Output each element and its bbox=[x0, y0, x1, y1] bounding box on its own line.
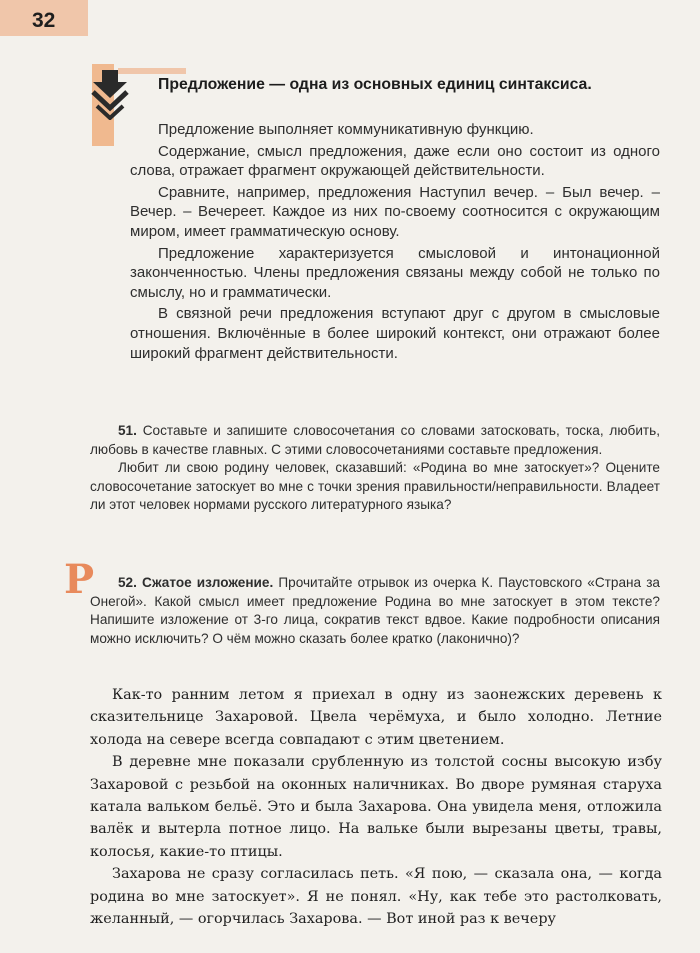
rule-paragraph: В связной речи предложения вступают друг с другом в смысловые отношения. Включённые в более широкий контекст, они отражают более широкий фрагмент действительности. bbox=[130, 305, 660, 362]
exercise-51-task bbox=[90, 422, 660, 459]
rule-body bbox=[130, 120, 660, 365]
exercise-51 bbox=[90, 422, 660, 515]
passage-paragraph: Захарова не сразу согласилась петь. «Я пою, — сказала она, — когда родина во мне затоскует». Я не понял. «Ну, как тебе это растолковать, желанный, — огорчилась Захарова. — Вот иной раз к вечеру bbox=[90, 866, 662, 928]
rule-title: Предложение — одна из основных единиц синтаксиса. bbox=[158, 76, 592, 93]
rule-paragraph: Предложение характеризуется смысловой и интонационной законченностью. Члены предложения связаны между собой не только по смыслу, но и грамматически. bbox=[130, 244, 660, 301]
paustovsky-passage bbox=[90, 684, 662, 930]
exercise-52-text: Прочитайте отрывок из очерка К. Паустовского «Страна за Онегой». Какой смысл имеет предложение Родина во мне затоскует в этом тексте? Напишите изложение от 3-го лица, сократив текст вдвое. Какие подробности описания можно исключить? О чём можно сказать более кратко (лаконично)? bbox=[90, 575, 660, 646]
page-number: 32 bbox=[32, 9, 56, 32]
exercise-number: 51. bbox=[118, 423, 137, 438]
rule-paragraph: Предложение выполняет коммуникативную функцию. bbox=[158, 121, 534, 138]
exercise-51-question: Любит ли свою родину человек, сказавший: «Родина во мне затоскует»? Оцените словосочетание затоскует во мне с точки зрения правильности/неправильности. Владеет ли этот человек нормами русского литературного языка? bbox=[90, 460, 660, 513]
exercise-52-task bbox=[90, 574, 660, 648]
down-arrow-rule-icon bbox=[88, 68, 132, 120]
exercise-number: 52. bbox=[118, 575, 137, 590]
passage-paragraph: В деревне мне показали срубленную из толстой сосны высокую избу Захаровой с резьбой на оконных наличниках. Во дворе румяная старуха катала вальком бельё. Это и была Захарова. Она увидела меня, отложила валёк и вытерла потное лицо. На вальке были вырезаны цветы, травы, колосья, какие-то птицы. bbox=[90, 754, 662, 860]
exercise-52 bbox=[90, 574, 660, 648]
exercise-52-title: Сжатое изложение. bbox=[142, 575, 274, 590]
rule-paragraph: Сравните, например, предложения Наступил вечер. – Был вечер. – Вечер. – Вечереет. Каждое из них по-своему соотносится с окружающим миром, имеет грамматическую основу. bbox=[130, 183, 660, 240]
speech-development-marker: Р bbox=[64, 556, 95, 603]
exercise-51-text: Составьте и запишите словосочетания со словами затосковать, тоска, любить, любовь в качестве главных. С этими словосочетаниями составьте предложения. bbox=[90, 423, 661, 457]
passage-paragraph: Как-то ранним летом я приехал в одну из заонежских деревень к сказительнице Захаровой. Цвела черёмуха, и было холодно. Летние холода на севере всегда совпадают с этим цветением. bbox=[90, 687, 662, 748]
rule-paragraph: Содержание, смысл предложения, даже если оно состоит из одного слова, отражает фрагмент окружающей действительности. bbox=[130, 142, 660, 180]
